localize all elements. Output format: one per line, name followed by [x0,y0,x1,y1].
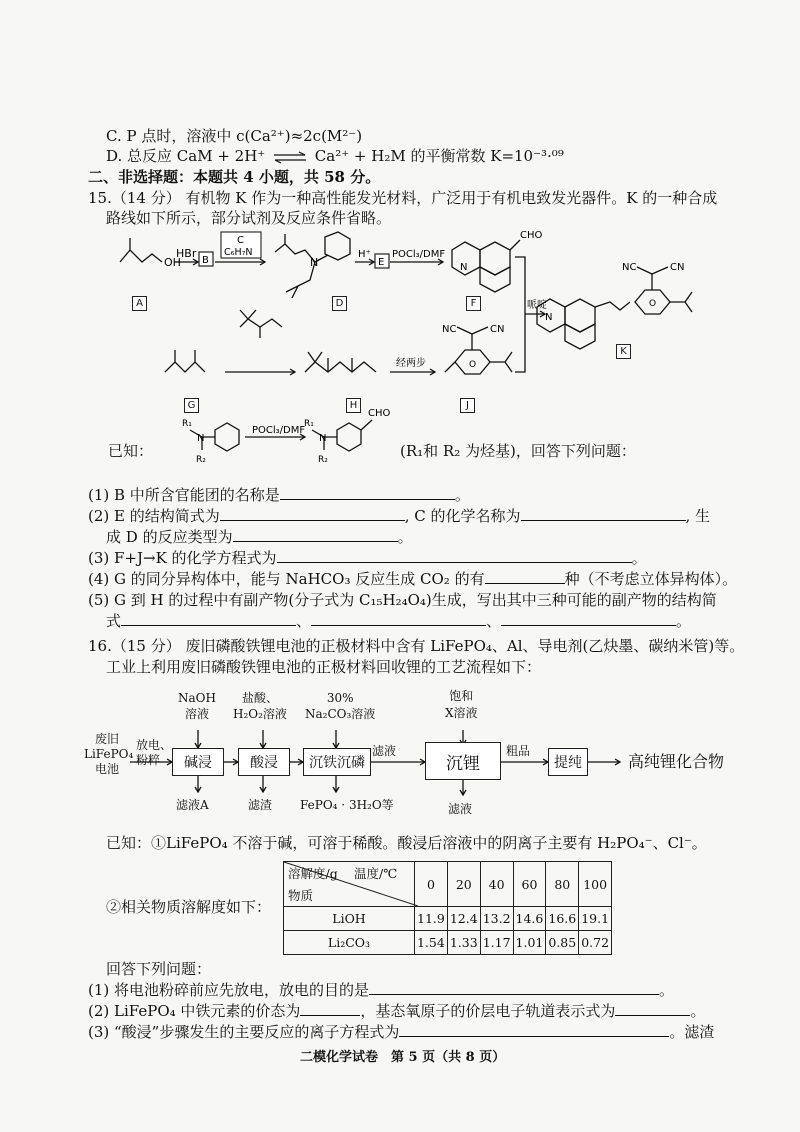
answer-blank[interactable] [501,613,676,626]
compound-h-structure [305,362,376,372]
atom-o-j: O [469,360,477,370]
q16-3 [88,1021,714,1042]
group-r2-a: R₂ [196,455,206,465]
substance-name: LiOH [284,907,415,931]
atom-n-d: N [310,256,319,269]
group-nc-j: NC [442,324,457,335]
temp-header: 0 [415,862,448,907]
reagent-naoh-line-2: 溶液 [184,707,209,721]
group-r1-b: R₁ [304,419,314,429]
flow-start-line-3: 电池 [94,762,119,776]
q15-stem-2: 路线如下所示，部分试剂及反应条件省略。 [106,209,392,227]
option-c: C. P 点时，溶液中 c(Ca²⁺)≈2c(M²⁻) [106,127,363,145]
reagent-pocl3-1: POCl₃/DMF [392,249,446,260]
q16-3-text-b: 。滤渣 [669,1023,715,1041]
reagent-h-plus: H⁺ [358,249,371,260]
reagent-hcl-line-2: H₂O₂溶液 [233,707,287,721]
atom-n-k: N [545,312,553,323]
label-d: D [332,296,347,311]
label-k: K [616,344,631,359]
solubility-table [283,861,612,955]
known-note: (R₁和 R₂ 为烃基)，回答下列问题： [400,442,636,460]
label-a: A [132,296,147,311]
q16-stem: 16.（15 分） 废旧磷酸铁锂电池的正极材料中含有 LiFePO₄、Al、导电剂(乙炔墨、碳纳米管)等。 [88,637,745,655]
answer-blank[interactable] [311,613,486,626]
table-row-li2co3 [284,931,612,955]
label-g: G [184,398,199,413]
flow-pretreat-line-1: 放电、 [136,738,173,752]
output-filtrate: 滤液 [448,802,473,816]
answer-blank[interactable] [485,571,565,584]
temp-header: 40 [480,862,513,907]
atom-n-f: N [460,262,468,273]
reagent-x-line-1: 饱和 [449,689,474,703]
group-cho-known: CHO [368,408,391,419]
flow-start-line-2: LiFePO₄ [84,747,134,761]
table-row-lioh [284,907,612,931]
q15-stem: 15.（14 分） 有机物 K 作为一种高性能发光材料，广泛用于有机电致发光器件。K 的一种合成 [88,189,718,207]
output-residue: 滤渣 [248,798,273,812]
reagent-hbr: HBr [176,247,197,260]
q16-known-2: ②相关物质溶解度如下： [106,898,272,916]
option-d [106,145,564,166]
group-cho-f: CHO [520,230,543,241]
reagent-x-line-2: X溶液 [445,706,478,720]
reagent-naoh [178,690,216,722]
q15-3: (3) F+J→K 的化学方程式为 。 [88,549,647,567]
reagent-na2co3-line-2: Na₂CO₃溶液 [305,707,376,721]
q16-1-text: (1) 将电池粉碎前应先放电，放电的目的是 [88,981,370,999]
answer-blank[interactable] [280,487,455,500]
answer-blank[interactable] [369,982,659,995]
label-h: H [346,398,361,413]
section-heading: 二、非选择题：本题共 4 小题，共 58 分。 [88,168,381,186]
reagent-ester-structure [240,319,282,327]
group-cn-j: CN [490,324,505,335]
label-j: J [460,398,475,413]
temp-header: 20 [447,862,480,907]
reagent-pocl3-2: POCl₃/DMF [252,425,306,436]
step-alkali-leach: 碱浸 [172,748,224,776]
flow-filtrate-mid: 滤液 [372,744,397,758]
answer-blank[interactable] [615,1003,690,1016]
output-filtrate-a: 滤液A [176,798,209,812]
compound-k-structure [537,267,692,349]
temp-header: 80 [546,862,579,907]
answer-blank[interactable] [300,1003,360,1016]
solubility-value: 13.2 [480,907,513,931]
flow-crude: 粗品 [506,744,531,758]
q15-4-text-b: 种（不考虑立体异构体）。 [564,570,738,588]
substance-name: Li₂CO₃ [284,931,415,955]
q16-answer-heading: 回答下列问题： [106,960,212,978]
known-product-ring [337,423,361,451]
reagent-hcl-line-1: 盐酸、 [241,691,278,705]
option-d-suffix: Ca²⁺ + H₂M 的平衡常数 K=10⁻³·⁰⁹ [314,147,564,165]
compound-a-structure [120,238,162,262]
hdr-substance: 物质 [288,888,314,903]
flow-start-line-1: 废旧 [94,732,119,746]
q15-5-cont: 式 、 、 。 [106,612,692,630]
atom-n-known-2: N [319,433,327,444]
bracket-to-k [515,257,525,372]
group-oh: OH [164,256,181,269]
solubility-value: 0.85 [546,931,579,955]
answer-blank[interactable] [399,1024,669,1037]
step-purify: 提纯 [548,748,588,776]
reagent-na2co3 [305,690,375,722]
hdr-temperature: 温度/℃ [354,866,398,881]
reagent-piperidine: 哌啶 [527,300,547,311]
flow-pretreat-line-2: 粉粹 [136,753,161,767]
temp-header: 100 [579,862,612,907]
q16-3-text: (3) “酸浸”步骤发生的主要反应的离子方程式为 [88,1023,400,1041]
q15-2-text-c: , 生 [685,507,711,525]
q15-4-text: (4) G 的同分异构体中，能与 NaHCO₃ 反应生成 CO₂ 的有 [88,570,485,588]
table-corner-cell [284,862,415,907]
q15-1: (1) B 中所含官能团的名称是 。 [88,486,470,504]
q15-2-text-d: 成 D 的反应类型为 [106,528,233,546]
q15-5-text-b: 式 [106,612,122,630]
flow-final-product: 高纯锂化合物 [628,752,725,771]
q16-known-1: 已知：①LiFePO₄ 不溶于碱，可溶于稀酸。酸浸后溶液中的阴离子主要有 H₂PO₄⁻、Cl⁻。 [106,834,707,852]
group-cn-k: CN [670,262,685,273]
solubility-value: 19.1 [579,907,612,931]
solubility-value: 16.6 [546,907,579,931]
option-d-prefix: D. 总反应 CaM + 2H⁺ [106,147,266,165]
reagent-c-formula: C₆H₇N [224,247,253,258]
q16-2: (2) LiFePO₄ 中铁元素的价态为 ，基态氧原子的价层电子轨道表示式为 。 [88,1002,706,1020]
q16-2-text-b: ，基态氧原子的价层电子轨道表示式为 [360,1002,616,1020]
reagent-naoh-line-1: NaOH [178,691,216,705]
solubility-value: 1.01 [513,931,546,955]
known-reactant-ring [215,423,239,451]
group-nc-k: NC [622,262,637,273]
temp-header: 60 [513,862,546,907]
q16-2-text: (2) LiFePO₄ 中铁元素的价态为 [88,1002,301,1020]
reagent-x [445,688,478,722]
q15-5: (5) G 到 H 的过程中有副产物(分子式为 C₁₅H₂₄O₄)生成，写出其中三种可能的副产物的结构简 [88,591,717,609]
solubility-value: 1.33 [447,931,480,955]
answer-blank[interactable] [277,550,632,563]
q15-1-text: (1) B 中所含官能团的名称是 [88,486,280,504]
q16-1: (1) 将电池粉碎前应先放电，放电的目的是 。 [88,981,675,999]
q15-2-text-b: , C 的化学名称为 [404,507,521,525]
q15-2-text: (2) E 的结构简式为 [88,507,220,525]
solubility-value: 1.17 [480,931,513,955]
answer-blank[interactable] [521,508,686,521]
group-r1-a: R₁ [182,419,192,429]
q16-stem-2: 工业上利用废旧磷酸铁锂电池的正极材料回收锂的工艺流程如下： [106,658,542,676]
answer-blank[interactable] [220,508,405,521]
page-footer: 二模化学试卷 第 5 页（共 8 页） [300,1050,506,1065]
reagent-hcl [233,690,287,722]
step-acid-leach: 酸浸 [238,748,290,776]
solubility-value: 14.6 [513,907,546,931]
solubility-value: 12.4 [447,907,480,931]
solubility-value: 1.54 [415,931,448,955]
reagent-two-steps: 经两步 [396,358,426,369]
answer-blank[interactable] [121,613,296,626]
answer-blank[interactable] [233,529,398,542]
q15-4 [88,568,737,589]
label-b: B [202,255,209,266]
step-precipitate-fe-p: 沉铁沉磷 [303,748,371,776]
step-precipitate-li: 沉锂 [425,742,501,780]
reagent-na2co3-line-1: 30% [326,691,354,705]
label-f: F [466,296,481,311]
equilibrium-arrow-icon [273,151,307,163]
group-r2-b: R₂ [318,455,328,465]
atom-n-known-1: N [197,433,205,444]
q15-2-cont: 成 D 的反应类型为 。 [106,528,413,546]
known-label: 已知： [108,442,154,460]
solubility-value: 11.9 [415,907,448,931]
solubility-value: 0.72 [579,931,612,955]
reagent-c: C [237,235,244,246]
q15-2 [88,505,710,526]
hdr-solubility: 溶解度/g [288,866,338,881]
output-fepo4: FePO₄ · 3H₂O等 [300,798,394,812]
atom-o-k: O [649,299,657,309]
compound-g-structure [165,362,205,372]
q15-3-text: (3) F+J→K 的化学方程式为 [88,549,277,567]
label-e: E [378,257,385,268]
